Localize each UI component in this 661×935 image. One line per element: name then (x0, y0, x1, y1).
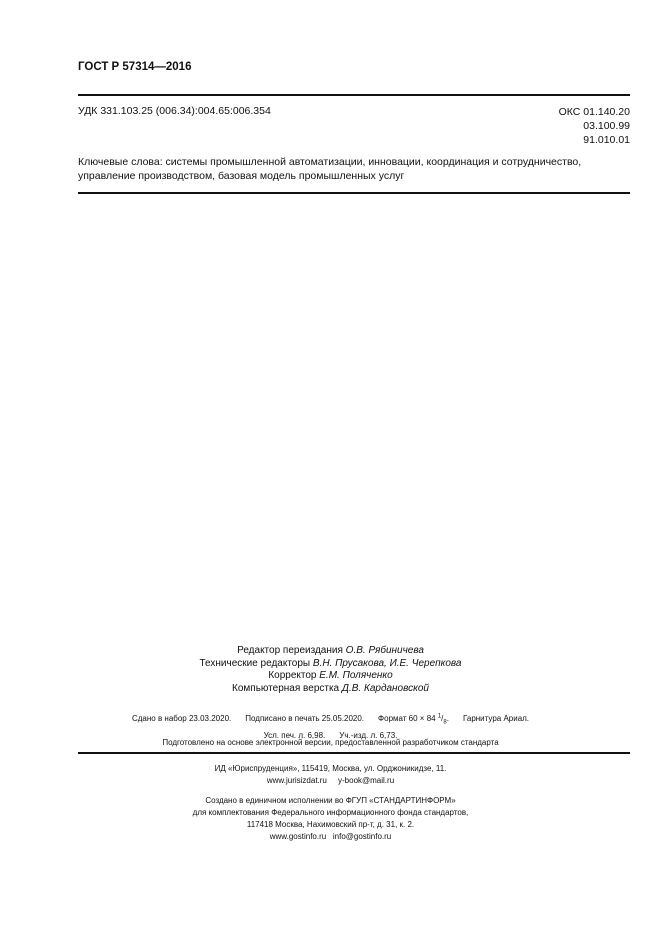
divider (78, 192, 630, 194)
udk-code: УДК 331.103.25 (006.34):004.65:006.354 (78, 105, 271, 117)
oks-codes (559, 105, 630, 147)
divider (78, 94, 630, 96)
editor-line: Редактор переиздания О.В. Рябиничева (237, 645, 424, 656)
publication-info: Сдано в набор 23.03.2020. Подписано в печать 25.05.2020. Формат 60 × 84 $^1/_8$. Гарнитура Ариал. Усл. печ. л. 6,98. Уч.-изд. л. 6,73. (131, 713, 530, 741)
standard-number: ГОСТ Р 57314—2016 (78, 61, 192, 73)
keywords: Ключевые слова: системы промышленной автоматизации, инновации, координация и сотрудничество, управление производством, базовая модель промышленных услуг (78, 156, 582, 182)
creator-info: Создано в единичном исполнении во ФГУП «СТАНДАРТИНФОРМ» для комплектования Федерального информационного фонда стандартов, 117418 Москва, Нахимовский пр-т, д. 31, к. 2. www.gostinfo.ru info@gostinfo.ru (192, 796, 469, 841)
gostinfo-email-link[interactable]: info@gostinfo.ru (332, 832, 392, 841)
editor-line: Технические редакторы В.Н. Прусакова, И.Е. Черепкова (199, 657, 462, 669)
divider (78, 752, 630, 754)
publisher-site-link[interactable]: www.jurisizdat.ru (266, 776, 327, 785)
editor-line: Компьютерная верстка Д.В. Кардановской (232, 682, 429, 694)
oks-code: 03.100.99 (583, 120, 630, 132)
gostinfo-site-link[interactable]: www.gostinfo.ru (269, 832, 327, 841)
editors-block (0, 645, 661, 695)
oks-code: ОКС 01.140.20 (558, 106, 630, 118)
oks-code: 91.010.01 (583, 134, 630, 146)
publisher-email-link[interactable]: y-book@mail.ru (338, 776, 395, 785)
publisher-info: ИД «Юриспруденция», 115419, Москва, ул. Орджоникидзе, 11. www.jurisizdat.ru y-book@mail.ru (214, 764, 447, 785)
prepared-note: Подготовлено на основе электронной версии, предоставленной разработчиком стандарта (162, 738, 499, 747)
editor-line: Корректор Е.М. Поляченко (268, 670, 393, 681)
